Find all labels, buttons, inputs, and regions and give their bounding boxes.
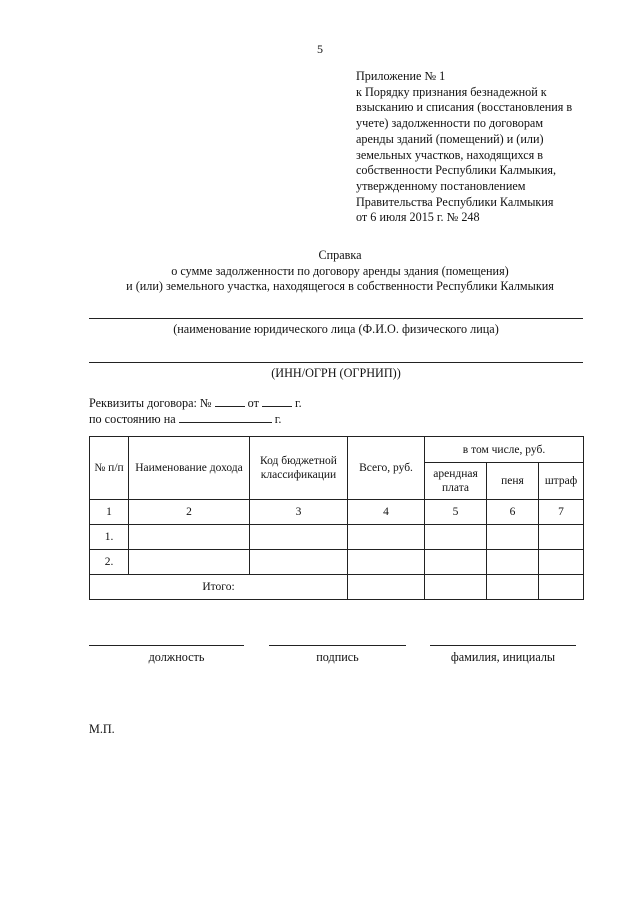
total-label: Итого: bbox=[90, 575, 348, 600]
appendix-line: собственности Республики Калмыкия, bbox=[356, 163, 557, 178]
header-fine: штраф bbox=[539, 463, 584, 500]
name-label: фамилия, инициалы bbox=[450, 650, 556, 664]
position-label: должность bbox=[148, 650, 205, 664]
document-title bbox=[40, 248, 640, 295]
header-income-name: Наименование дохода bbox=[129, 437, 250, 500]
signature-line[interactable] bbox=[269, 645, 406, 646]
year-suffix: г. bbox=[295, 396, 302, 410]
row-number: 1. bbox=[90, 525, 129, 550]
total-sum-cell[interactable] bbox=[348, 575, 425, 600]
name-line[interactable] bbox=[430, 645, 576, 646]
table-row bbox=[90, 550, 584, 575]
inn-line bbox=[89, 362, 583, 363]
budget-code-cell[interactable] bbox=[250, 525, 348, 550]
appendix-line: от 6 июля 2015 г. № 248 bbox=[356, 210, 480, 225]
contract-requisites bbox=[89, 395, 302, 427]
from-label: от bbox=[247, 396, 259, 410]
income-name-cell[interactable] bbox=[129, 550, 250, 575]
header-num: № п/п bbox=[90, 437, 129, 500]
column-number: 4 bbox=[348, 500, 425, 525]
signature-label: подпись bbox=[316, 650, 359, 664]
appendix-line: взысканию и списания (восстановления в bbox=[356, 100, 573, 115]
as-of-suffix: г. bbox=[274, 412, 282, 426]
column-number: 6 bbox=[487, 500, 539, 525]
stamp-label: М.П. bbox=[89, 722, 115, 736]
header-including: в том числе, руб. bbox=[425, 437, 584, 463]
inn-caption: (ИНН/ОГРН (ОГРНИП)) bbox=[271, 366, 401, 380]
header-total: Всего, руб. bbox=[348, 437, 425, 500]
contract-date-field[interactable] bbox=[262, 395, 292, 407]
column-number: 1 bbox=[90, 500, 129, 525]
contract-label: Реквизиты договора: № bbox=[89, 396, 212, 410]
penalty-cell[interactable] bbox=[487, 550, 539, 575]
total-cell[interactable] bbox=[348, 550, 425, 575]
entity-name-line bbox=[89, 318, 583, 319]
table-row bbox=[90, 525, 584, 550]
appendix-block bbox=[356, 69, 596, 226]
as-of-date-field[interactable] bbox=[179, 411, 272, 423]
appendix-line: Приложение № 1 bbox=[356, 69, 446, 83]
debt-table bbox=[89, 436, 584, 600]
total-fine-cell[interactable] bbox=[539, 575, 584, 600]
header-penalty: пеня bbox=[487, 463, 539, 500]
header-rent: арендная плата bbox=[425, 463, 487, 500]
appendix-line: учете) задолженности по договорам bbox=[356, 116, 544, 131]
appendix-line: к Порядку признания безнадежной к bbox=[356, 84, 547, 99]
rent-cell[interactable] bbox=[425, 525, 487, 550]
header-budget-code: Код бюджетной классификации bbox=[250, 437, 348, 500]
appendix-line: земельных участков, находящихся в bbox=[356, 147, 544, 162]
column-number: 2 bbox=[129, 500, 250, 525]
budget-code-cell[interactable] bbox=[250, 550, 348, 575]
contract-number-field[interactable] bbox=[215, 395, 245, 407]
appendix-line: утвержденному постановлением bbox=[356, 178, 526, 193]
title-line-2: и (или) земельного участка, находящегося в собственности Республики Калмыкия bbox=[126, 279, 554, 293]
fine-cell[interactable] bbox=[539, 550, 584, 575]
total-cell[interactable] bbox=[348, 525, 425, 550]
total-rent-cell[interactable] bbox=[425, 575, 487, 600]
total-penalty-cell[interactable] bbox=[487, 575, 539, 600]
penalty-cell[interactable] bbox=[487, 525, 539, 550]
appendix-line: Правительства Республики Калмыкия bbox=[356, 194, 554, 209]
page-number: 5 bbox=[317, 42, 323, 56]
income-name-cell[interactable] bbox=[129, 525, 250, 550]
column-number: 3 bbox=[250, 500, 348, 525]
appendix-line: аренды зданий (помещений) и (или) bbox=[356, 131, 544, 146]
column-number: 7 bbox=[539, 500, 584, 525]
row-number: 2. bbox=[90, 550, 129, 575]
column-number: 5 bbox=[425, 500, 487, 525]
rent-cell[interactable] bbox=[425, 550, 487, 575]
title-line-1: о сумме задолженности по договору аренды здания (помещения) bbox=[171, 263, 509, 278]
as-of-label: по состоянию на bbox=[89, 412, 176, 426]
position-line[interactable] bbox=[89, 645, 244, 646]
entity-name-caption: (наименование юридического лица (Ф.И.О. физического лица) bbox=[173, 322, 499, 336]
fine-cell[interactable] bbox=[539, 525, 584, 550]
title-heading: Справка bbox=[318, 248, 362, 262]
total-row bbox=[90, 575, 584, 600]
